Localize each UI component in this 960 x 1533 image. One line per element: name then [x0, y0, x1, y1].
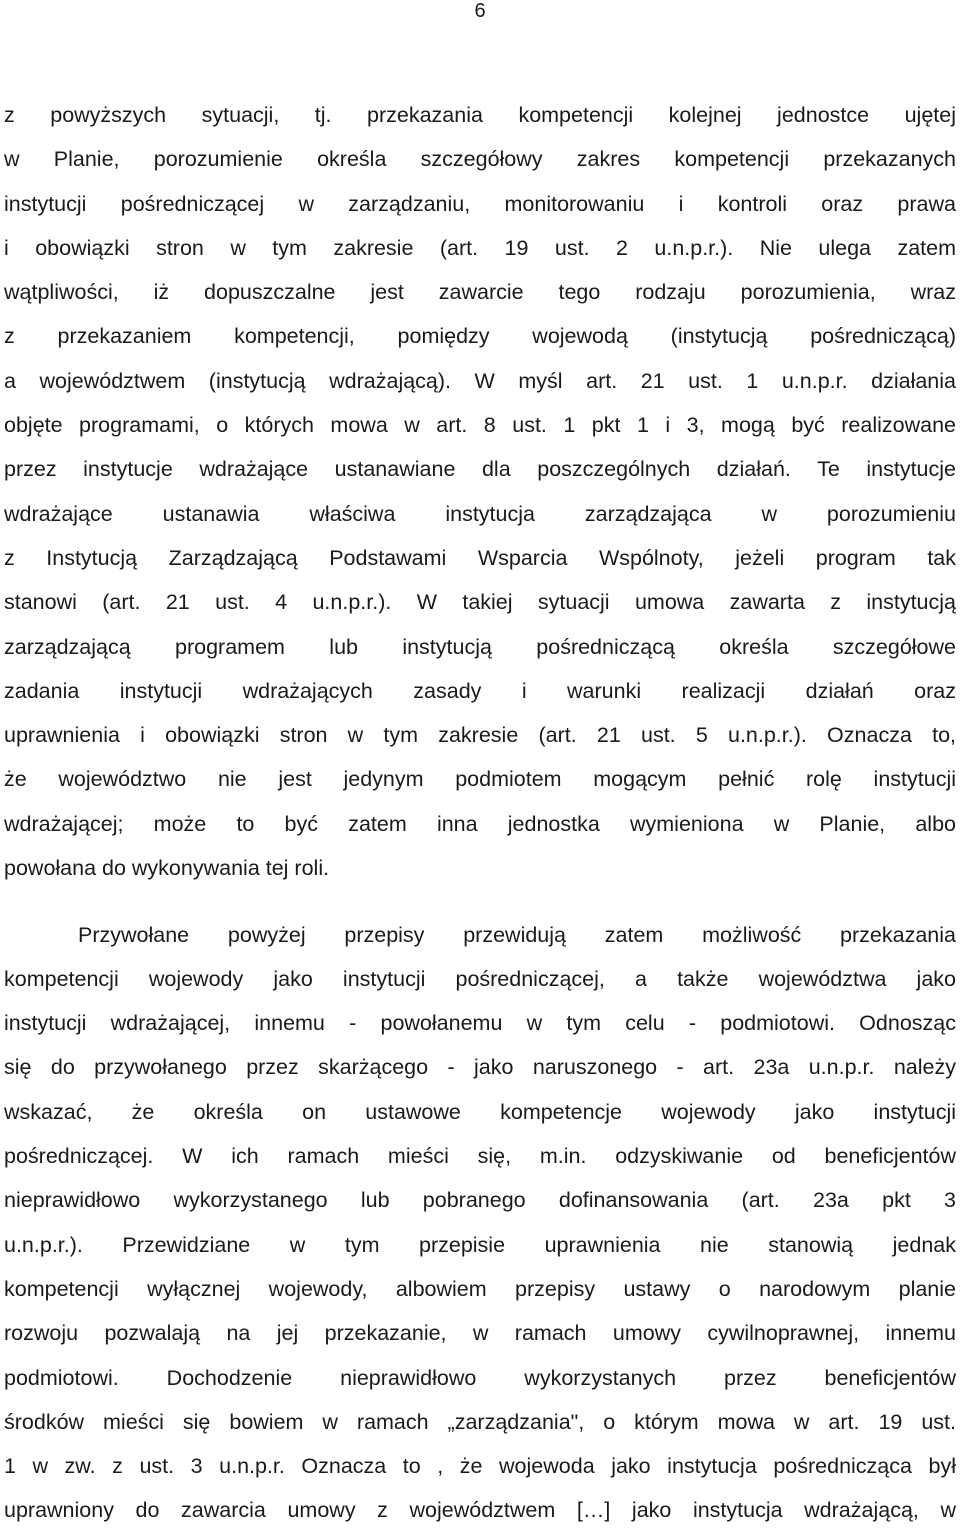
text-line: zadania instytucji wdrażających zasady i warunki realizacji działań oraz [4, 678, 956, 703]
text-line: się do przywołanego przez skarżącego - jako naruszonego - art. 23a u.n.p.r. należy [4, 1055, 956, 1080]
text-line: środków mieści się bowiem w ramach „zarządzania", o którym mowa w art. 19 ust. [4, 1409, 956, 1434]
text-line: u.n.p.r.). Przewidziane w tym przepisie uprawnienia nie stanowią jednak [4, 1232, 956, 1257]
text-line: w Planie, porozumienie określa szczegółowy zakres kompetencji przekazanych [4, 147, 956, 172]
text-line: uprawniony do zawarcia umowy z województwem […] jako instytucja wdrażającą, w [4, 1498, 956, 1523]
text-line: z Instytucją Zarządzającą Podstawami Wsparcia Wspólnoty, jeżeli program tak [4, 545, 956, 570]
text-line: powołana do wykonywania tej roli. [4, 856, 330, 881]
text-line: rozwoju pozwalają na jej przekazanie, w ramach umowy cywilnoprawnej, innemu [4, 1321, 956, 1346]
text-line: pośredniczącej. W ich ramach mieści się, m.in. odzyskiwanie od beneficjentów [4, 1144, 956, 1169]
text-line: podmiotowi. Dochodzenie nieprawidłowo wykorzystanych przez beneficjentów [4, 1365, 956, 1390]
text-line: objęte programami, o których mowa w art. 8 ust. 1 pkt 1 i 3, mogą być realizowane [4, 413, 956, 438]
text-line: Przywołane powyżej przepisy przewidują zatem możliwość przekazania [78, 922, 956, 947]
text-line: zarządzającą programem lub instytucją pośredniczącą określa szczegółowe [4, 634, 956, 659]
text-line: instytucji pośredniczącej w zarządzaniu, monitorowaniu i kontroli oraz prawa [4, 191, 956, 216]
text-line: kompetencji wyłącznej wojewody, albowiem przepisy ustawy o narodowym planie [4, 1276, 956, 1301]
text-line: wdrażającej; może to być zatem inna jednostka wymieniona w Planie, albo [4, 811, 956, 836]
paragraph-2 [4, 913, 956, 1533]
text-line: wskazać, że określa on ustawowe kompetencje wojewody jako instytucji [4, 1099, 956, 1124]
text-line: przez instytucje wdrażające ustanawiane dla poszczególnych działań. Te instytucje [4, 457, 956, 482]
text-line: wdrażające ustanawia właściwa instytucja zarządzająca w porozumieniu [4, 501, 956, 526]
page-number: 6 [474, 0, 486, 22]
text-line: kompetencji wojewody jako instytucji pośredniczącej, a także województwa jako [4, 966, 956, 991]
text-line: i obowiązki stron w tym zakresie (art. 19 ust. 2 u.n.p.r.). Nie ulega zatem [4, 235, 956, 260]
text-line: uprawnienia i obowiązki stron w tym zakresie (art. 21 ust. 5 u.n.p.r.). Oznacza to, [4, 723, 956, 748]
text-line: 1 w zw. z ust. 3 u.n.p.r. Oznacza to , że wojewoda jako instytucja pośrednicząca był [4, 1454, 956, 1479]
text-line: wątpliwości, iż dopuszczalne jest zawarcie tego rodzaju porozumienia, wraz [4, 280, 956, 305]
document-body [4, 93, 956, 1533]
text-line: z przekazaniem kompetencji, pomiędzy wojewodą (instytucją pośredniczącą) [4, 324, 956, 349]
text-line: z powyższych sytuacji, tj. przekazania kompetencji kolejnej jednostce ujętej [4, 103, 956, 127]
text-line: nieprawidłowo wykorzystanego lub pobranego dofinansowania (art. 23a pkt 3 [4, 1188, 956, 1213]
text-line: instytucji wdrażającej, innemu - powołanemu w tym celu - podmiotowi. Odnosząc [4, 1011, 956, 1036]
paragraph-1 [4, 93, 956, 890]
text-line: a województwem (instytucją wdrażającą). W myśl art. 21 ust. 1 u.n.p.r. działania [4, 368, 956, 393]
paragraph-gap [4, 890, 956, 912]
text-line: że województwo nie jest jedynym podmiotem mogącym pełnić rolę instytucji [4, 767, 956, 792]
text-line: stanowi (art. 21 ust. 4 u.n.p.r.). W takiej sytuacji umowa zawarta z instytucją [4, 590, 956, 615]
